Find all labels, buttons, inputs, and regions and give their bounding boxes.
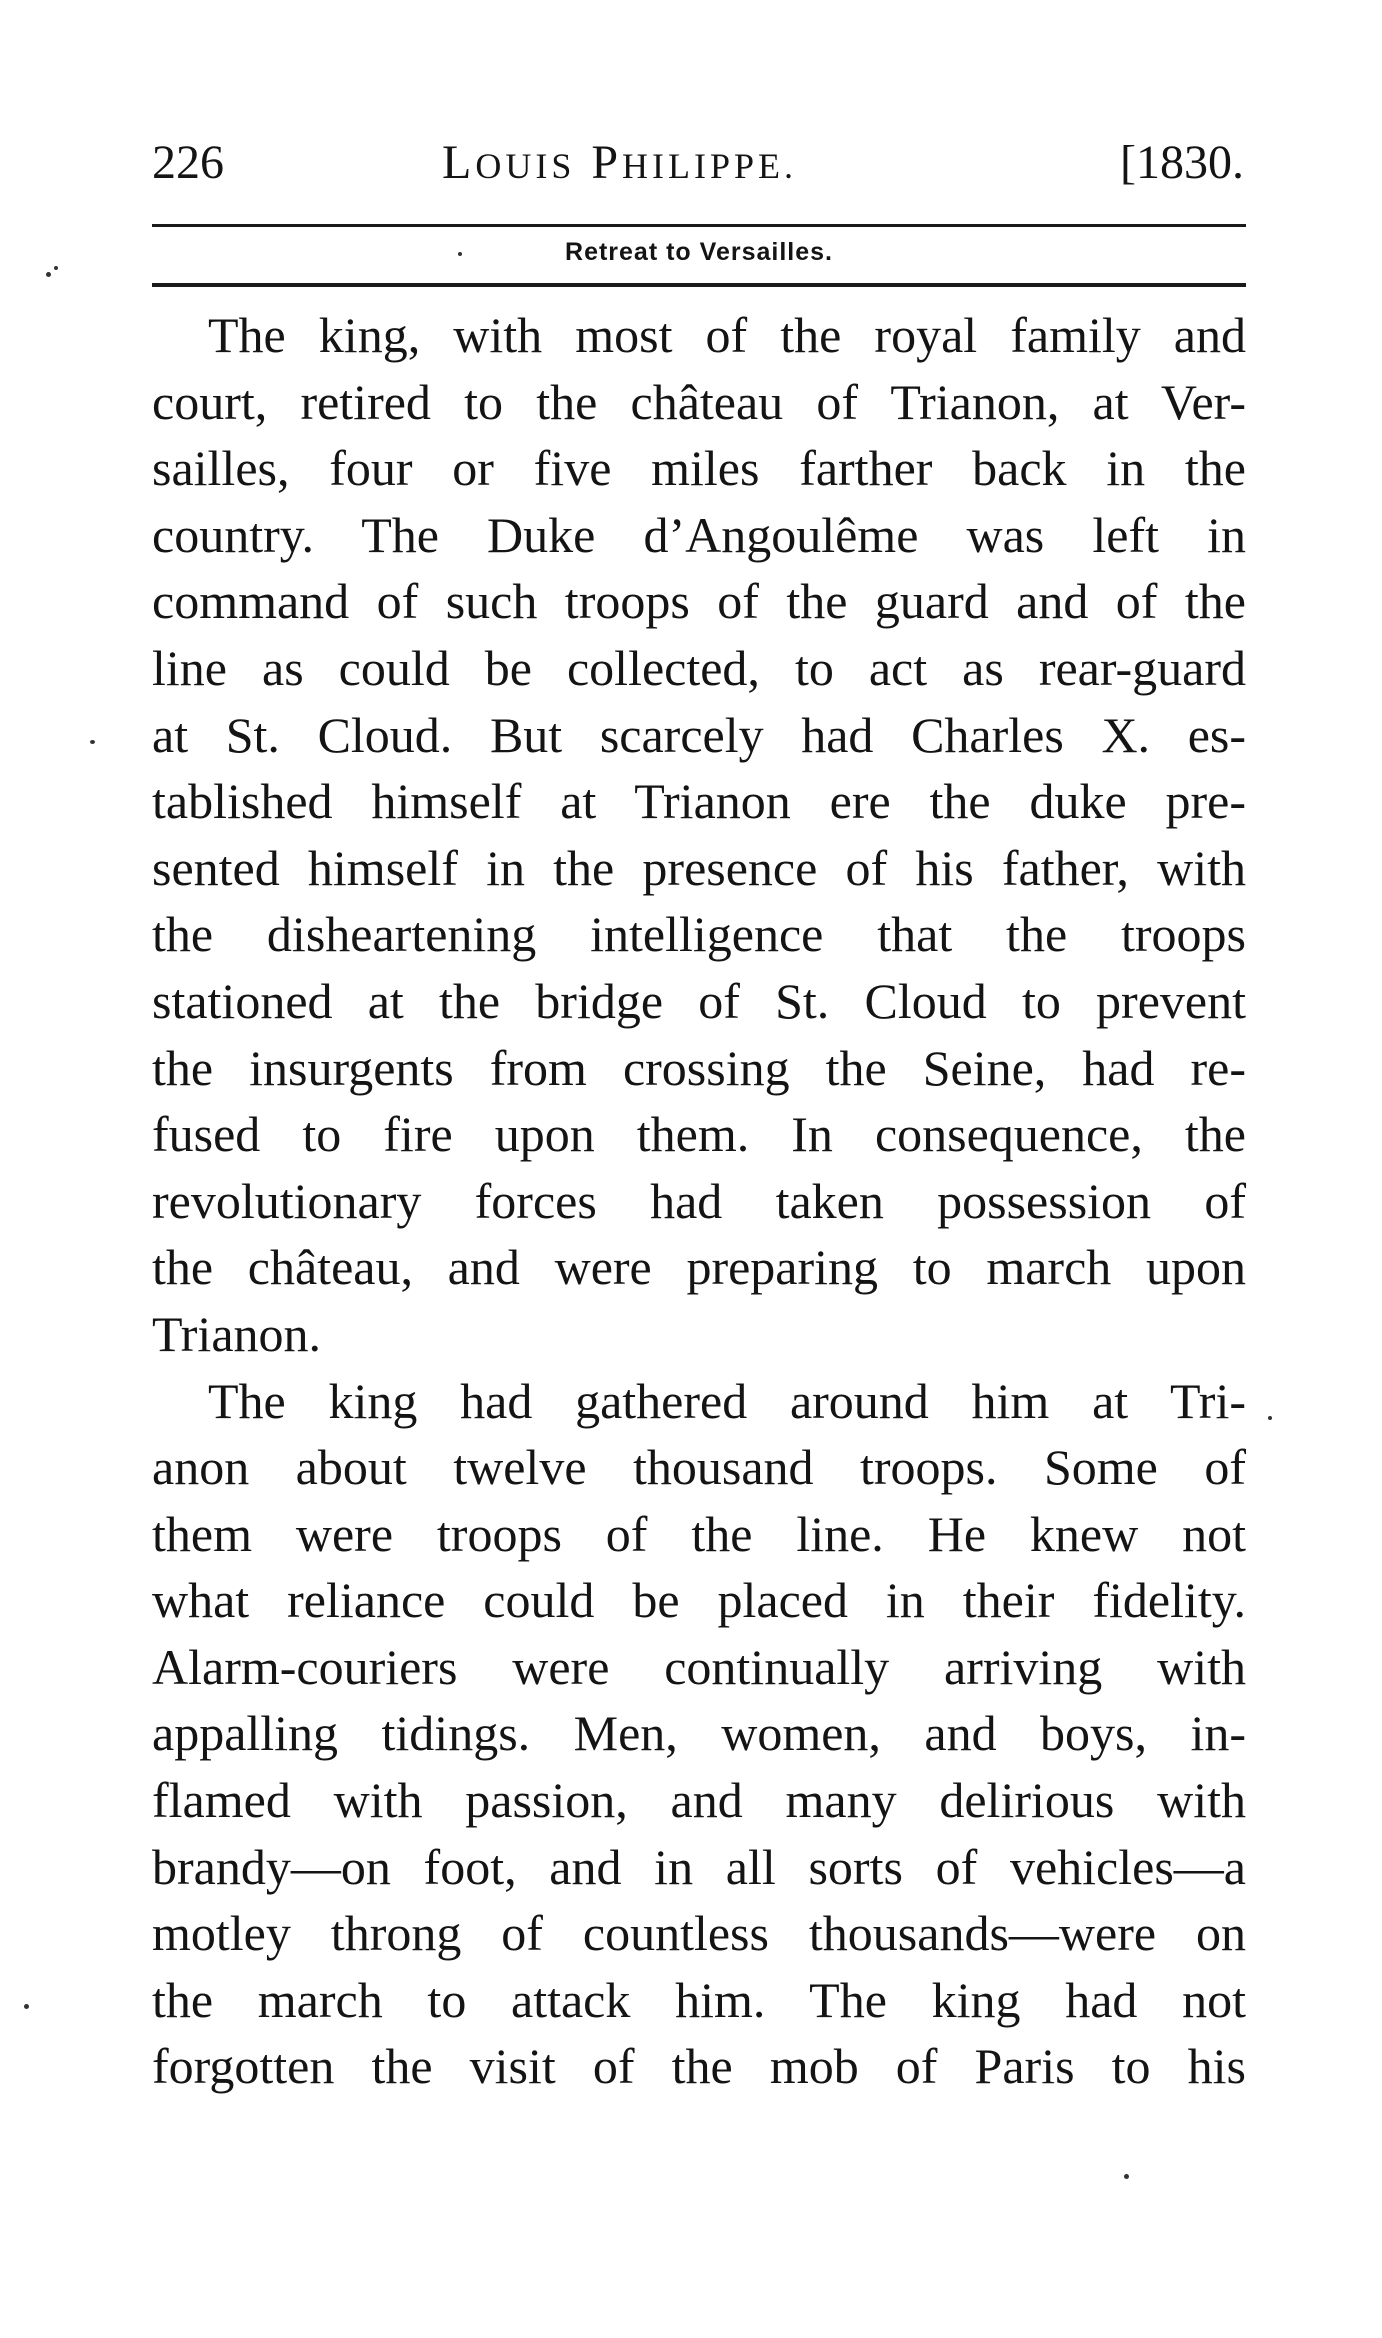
print-speck [90,740,95,744]
text-line: forgotten the visit of the mob of Paris to his [152,2038,1246,2095]
text-line: anon about twelve thousand troops. Some of [152,1439,1246,1496]
text-line: Trianon. [152,1305,322,1362]
text-line: motley throng of countless thousands—were on [152,1905,1246,1962]
text-line: stationed at the bridge of St. Cloud to prevent [152,972,1246,1029]
text-line: command of such troops of the guard and of the [152,573,1246,630]
page-number: 226 [152,136,224,189]
text-line: line as could be collected, to act as rear-guard [152,639,1246,696]
print-speck [458,252,462,256]
print-speck [24,2004,29,2009]
text-line: them were troops of the line. He knew not [152,1505,1246,1562]
text-line: the march to attack him. The king had not [152,1971,1246,2028]
running-header [152,128,1244,198]
text-line: revolutionary forces had taken possession of [152,1172,1246,1229]
text-line: appalling tidings. Men, women, and boys, in- [152,1705,1246,1762]
paragraph-1 [152,302,1246,1368]
text-line: sailles, four or five miles farther back in the [152,440,1246,497]
text-line: fused to fire upon them. In consequence, the [152,1106,1246,1163]
print-speck [1268,1416,1272,1420]
running-title: LOUIS PHILIPPE. [442,136,798,189]
text-line: the insurgents from crossing the Seine, had re- [152,1039,1246,1096]
paragraph-2 [152,1368,1246,2101]
text-line: the disheartening intelligence that the troops [152,906,1246,963]
header-rule-top [152,224,1246,227]
text-line: what reliance could be placed in their fidelity. [152,1572,1246,1629]
text-line: tablished himself at Trianon ere the duke pre- [152,773,1246,830]
text-line: court, retired to the château of Trianon, at Ver- [152,373,1246,430]
text-line: The king had gathered around him at Tri- [208,1372,1246,1429]
text-line: brandy—on foot, and in all sorts of vehicles—a [152,1838,1246,1895]
text-line: sented himself in the presence of his father, with [152,839,1246,896]
header-rule-bottom [152,283,1246,287]
text-line: the château, and were preparing to march upon [152,1239,1246,1296]
body-text [152,302,1246,2100]
text-line: flamed with passion, and many delirious with [152,1772,1246,1829]
text-line: Alarm-couriers were continually arriving with [152,1638,1246,1695]
section-heading: Retreat to Versailles. [565,238,833,266]
text-line: at St. Cloud. But scarcely had Charles X. es- [152,706,1246,763]
print-speck [1124,2174,1129,2179]
text-line: The king, with most of the royal family and [208,307,1246,363]
header-year: [1830. [1120,136,1244,189]
print-speck [54,266,58,270]
text-line: country. The Duke d’Angoulême was left in [152,506,1246,563]
print-speck [46,272,51,277]
